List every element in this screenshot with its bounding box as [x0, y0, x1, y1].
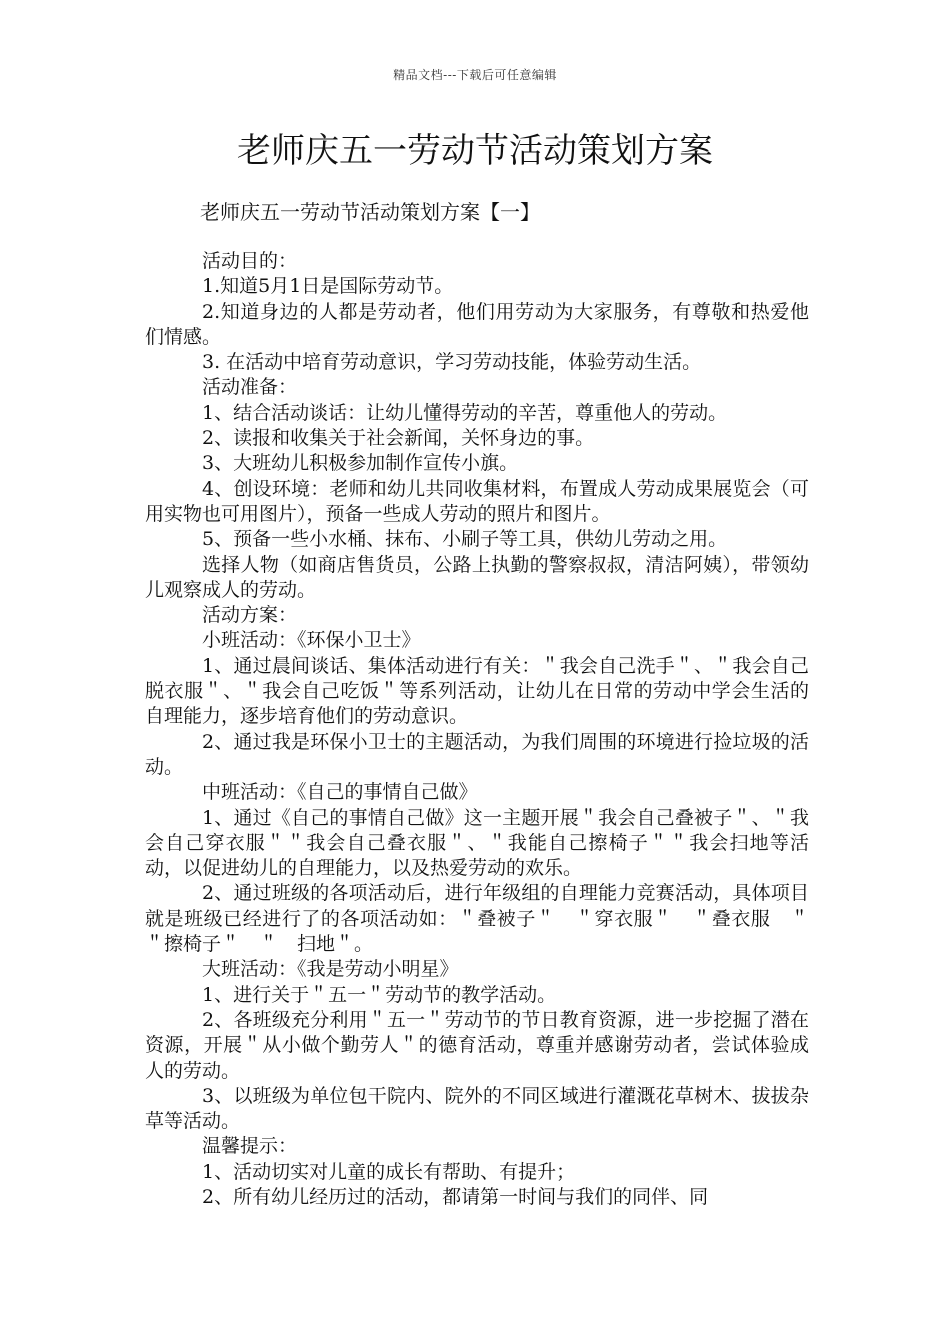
paragraph: 3、大班幼儿积极参加制作宣传小旗。 [202, 452, 519, 475]
paragraph: 1、结合活动谈话：让幼儿懂得劳动的辛苦，尊重他人的劳动。 [202, 401, 728, 424]
document-subtitle: 老师庆五一劳动节活动策划方案【一】 [200, 200, 540, 224]
paragraph: 1、活动切实对儿童的成长有帮助、有提升； [202, 1160, 576, 1183]
paragraph: 小班活动：《环保小卫士》 [202, 629, 421, 652]
document-title: 老师庆五一劳动节活动策划方案 [237, 131, 713, 171]
paragraph: 大班活动：《我是劳动小明星》 [202, 958, 459, 981]
paragraph: 中班活动：《自己的事情自己做》 [202, 781, 478, 804]
paragraph: 2、通过我是环保小卫士的主题活动，为我们周围的环境进行捡垃圾的活动。 [145, 730, 809, 778]
paragraph: 4、创设环境：老师和幼儿共同收集材料，布置成人劳动成果展览会（可用实物也可用图片），预备一些成人劳动的照片和图片。 [145, 477, 809, 525]
document-body [145, 249, 829, 1210]
paragraph: 活动目的： [202, 250, 298, 272]
paragraph: 1、通过《自己的事情自己做》这一主题开展＂我会自己叠被子＂、＂我会自己穿衣服＂＂我会自己叠衣服＂、＂我能自己擦椅子＂＂我会扫地等活动，以促进幼儿的自理能力，以及热爱劳动的欢乐。 [145, 806, 809, 880]
header-note: 精品文档---下载后可任意编辑 [393, 68, 557, 82]
paragraph: 1.知道5月1日是国际劳动节。 [202, 275, 454, 298]
paragraph: 2、通过班级的各项活动后，进行年级组的自理能力竞赛活动，具体项目就是班级已经进行了的各项活动如：＂叠被子＂ ＂穿衣服＂ ＂叠衣服 ＂ ＂擦椅子＂ ＂ 扫地＂。 [145, 882, 829, 956]
paragraph: 2、读报和收集关于社会新闻，关怀身边的事。 [202, 427, 595, 450]
paragraph: 温馨提示： [202, 1135, 298, 1158]
paragraph: 2.知道身边的人都是劳动者，他们用劳动为大家服务，有尊敬和热爱他们情感。 [145, 300, 809, 348]
paragraph: 活动方案： [202, 604, 298, 627]
paragraph: 5、预备一些小水桶、抹布、小刷子等工具，供幼儿劳动之用。 [202, 528, 728, 551]
paragraph: 2、各班级充分利用＂五一＂劳动节的节日教育资源，进一步挖掘了潜在资源，开展＂从小做个勤劳人＂的德育活动，尊重并感谢劳动者，尝试体验成人的劳动。 [145, 1008, 809, 1082]
paragraph: 3、以班级为单位包干院内、院外的不同区域进行灌溉花草树木、拔拔杂草等活动。 [145, 1084, 809, 1133]
paragraph: 选择人物（如商店售货员，公路上执勤的警察叔叔，清洁阿姨），带领幼儿观察成人的劳动。 [145, 553, 809, 601]
paragraph: 1、通过晨间谈话、集体活动进行有关：＂我会自己洗手＂、＂我会自己脱衣服＂、＂我会自己吃饭＂等系列活动，让幼儿在日常的劳动中学会生活的自理能力，逐步培育他们的劳动意识。 [145, 654, 809, 728]
paragraph: 1、进行关于＂五一＂劳动节的教学活动。 [202, 983, 557, 1006]
paragraph: 活动准备： [202, 376, 298, 399]
paragraph: 2、所有幼儿经历过的活动，都请第一时间与我们的同伴、同 [202, 1185, 709, 1208]
paragraph: 3. 在活动中培育劳动意识，学习劳动技能，体验劳动生活。 [202, 351, 702, 374]
